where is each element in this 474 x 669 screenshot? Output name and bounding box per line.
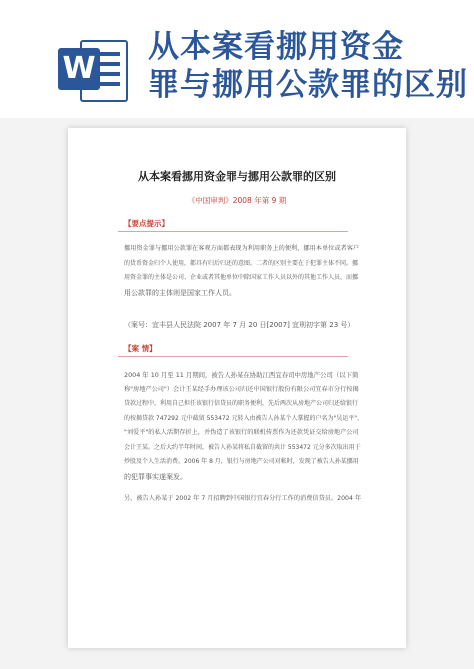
case-number (124, 318, 364, 333)
case-facts-paragraph (124, 368, 364, 484)
document-page (68, 128, 406, 648)
text-line: 另，被告人孙某于 2002 年 7 月招聘到中国银行宜春分行工作的消费信贷员。2004 年 (124, 495, 362, 502)
text-line: 用公款罪的主体则是国家工作人员。 (124, 288, 236, 297)
text-line: 炒股及个人生活消费。2006 年 8 月，银行与房地产公司对帐时，发现了被告人孙某挪用 (124, 458, 359, 465)
text-line: "刘爱平"的私人活期存折上，并伪造了该银行的联机传票作为还款凭证交给房地产公司 (124, 429, 359, 436)
key-points-paragraph (124, 242, 364, 300)
banner-title-line-1: 从本案看挪用资金 (148, 29, 404, 65)
section-divider (118, 231, 348, 232)
section-divider (118, 356, 348, 357)
closing-paragraph (124, 492, 364, 507)
text-line: 2004 年 10 月至 11 月期间，被告人孙某在协助江西宜春司中房地产公司（以下简 (124, 371, 359, 379)
document-title: 从本案看挪用资金罪与挪用公款罪的区别 (138, 170, 336, 183)
text-line: 的按揭贷款 747292 元中截留 553472 元转入由被告人孙某个人掌握的户名为"吴运平"、 (124, 414, 363, 422)
header-banner (0, 0, 474, 118)
word-icon-letter: W (58, 48, 100, 90)
banner-title-line-2: 罪与挪用公款罪的区别 (148, 67, 468, 103)
text-line: 的犯罪事实遂案发。 (124, 472, 187, 481)
text-line: 挪用资金罪与挪用公款罪在客观方面都表现为利用职务上的便利，挪用本单位或者客户 (124, 245, 360, 252)
section-heading-case-facts: 【案 情】 (124, 344, 157, 353)
text-line: 称"房地产公司"）会计王某经手办理该公司归还中国银行股份有限公司宜春市分行按揭 (124, 385, 359, 393)
text-line: 用资金罪的主体是公司、企业或者其他单位中除国家工作人员以外的其他工作人员，而挪 (124, 274, 359, 281)
text-line: 贷款过程中，利用自己担任该银行信贷员的职务便利，先后两次从房地产公司归还给银行 (124, 400, 359, 407)
document-source: 《中国审判》2008 年第 9 期 (187, 196, 287, 205)
word-icon (58, 36, 128, 102)
text-line: 的货币资金归个人使用，都具有归后归还的意图。二者的区别主要在于犯罪主体不同。挪 (124, 259, 359, 267)
text-line: 会计王某。之后大约半年时间，被告人孙某将私自截留的共计 553472 元分多次取出用于 (124, 443, 361, 451)
text-line: （案号：宜丰县人民法院 2007 年 7 月 20 日[2007] 宜刑初字第 23 号） (124, 321, 355, 329)
section-heading-key-points: 【要点提示】 (124, 219, 169, 228)
